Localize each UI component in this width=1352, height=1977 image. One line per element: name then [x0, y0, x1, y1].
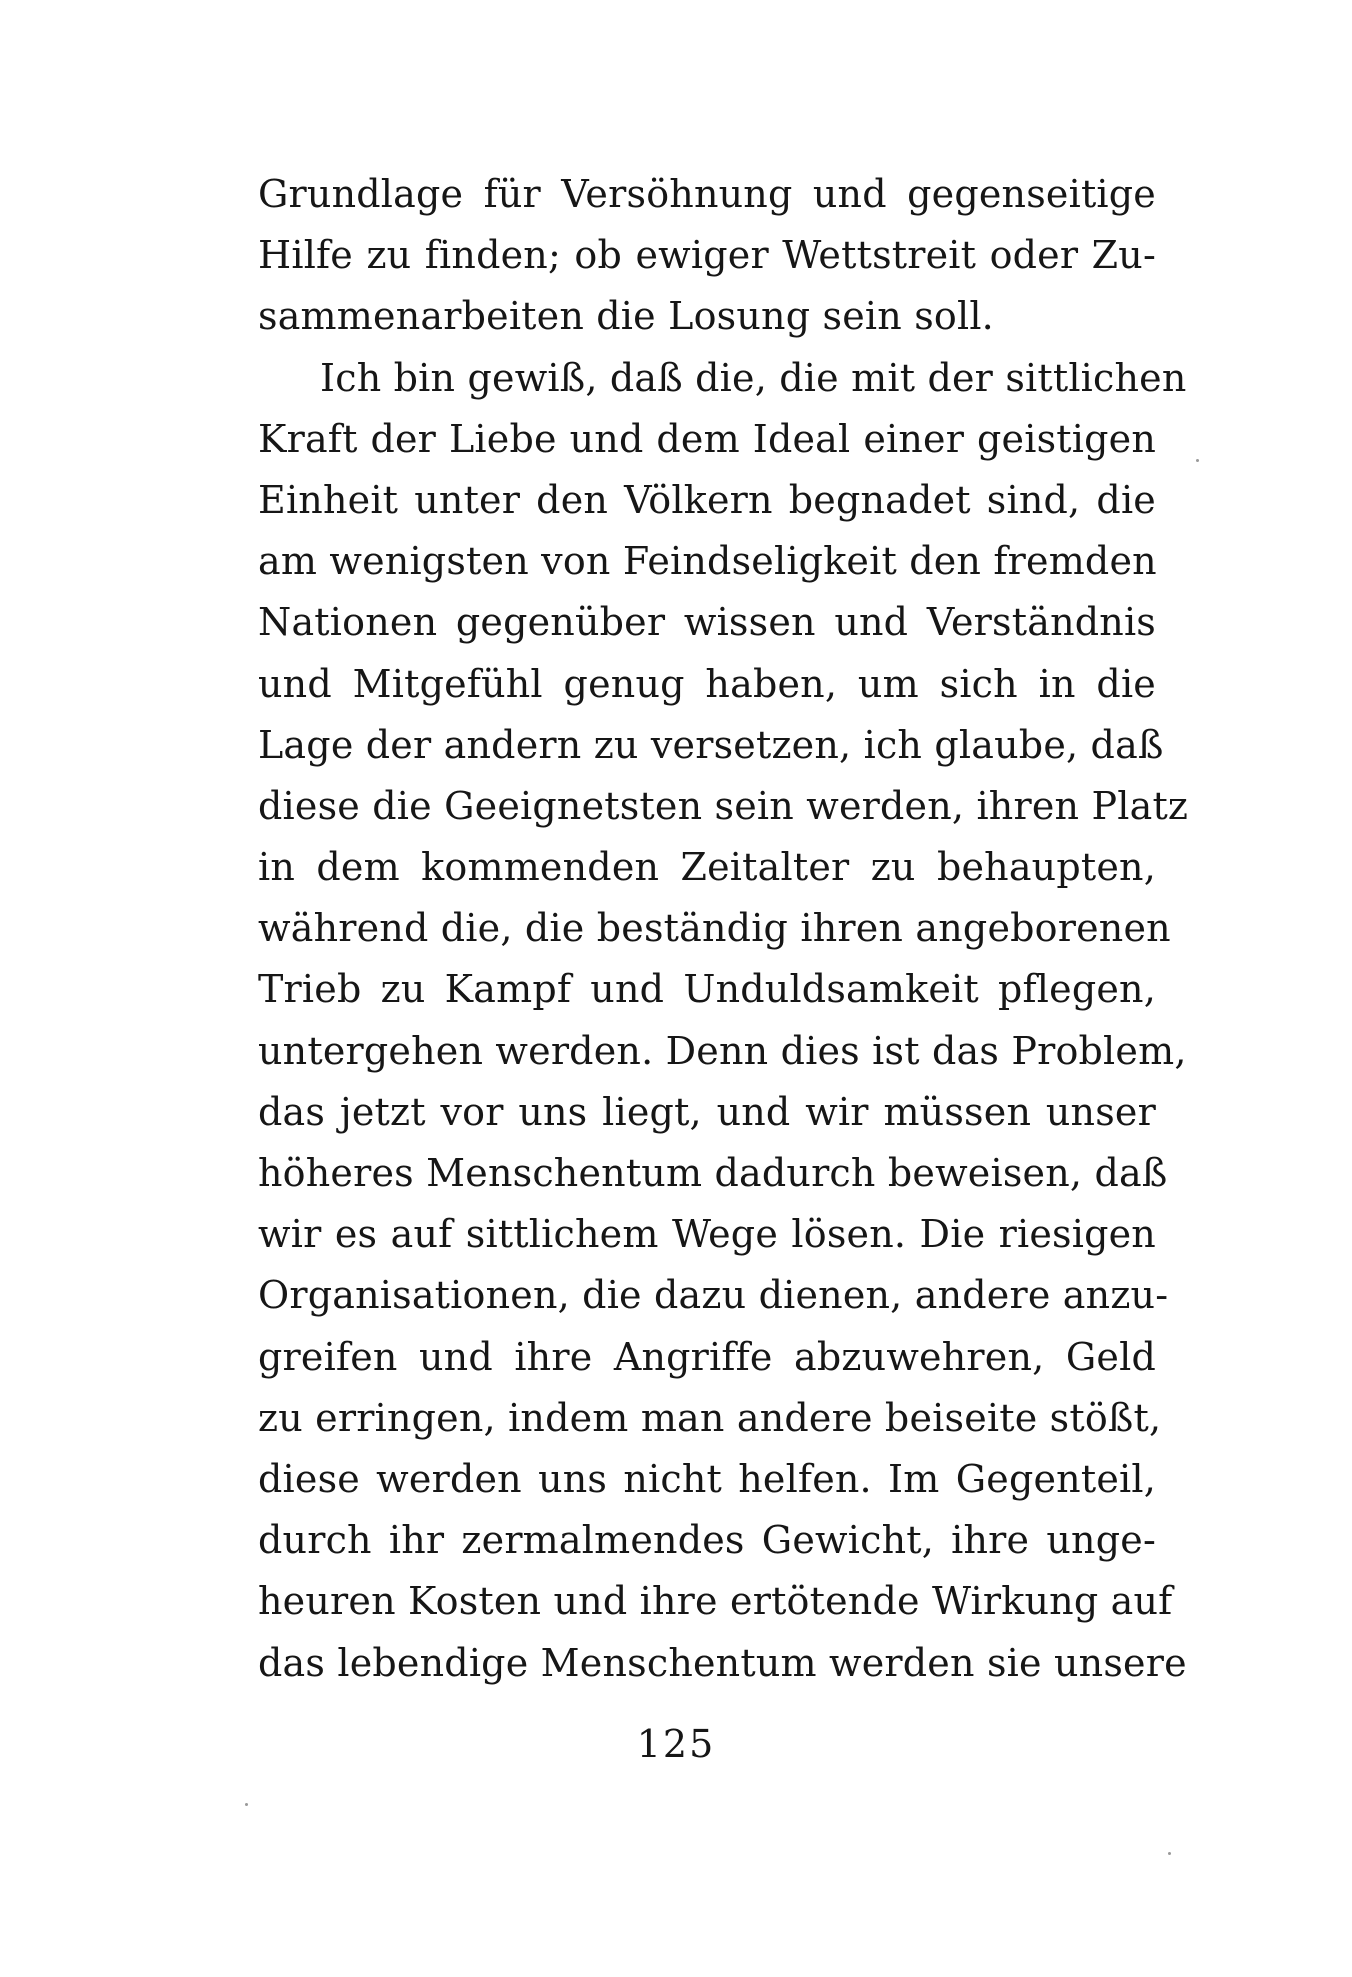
body-text — [258, 164, 1189, 1694]
paragraph — [258, 164, 1156, 348]
text-line: wir es auf sittlichem Wege lösen. Die riesigen — [258, 1212, 1156, 1257]
text-line: das jetzt vor uns liegt, und wir müssen unser — [258, 1089, 1156, 1134]
paper-speck — [1168, 1852, 1171, 1855]
text-line: Kraft der Liebe und dem Ideal einer geistigen — [258, 416, 1156, 461]
text-line: diese werden uns nicht helfen. Im Gegenteil, — [258, 1456, 1156, 1501]
text-line: Organisationen, die dazu dienen, andere anzu- — [258, 1273, 1169, 1318]
text-line: durch ihr zermalmendes Gewicht, ihre unge- — [258, 1518, 1156, 1563]
text-line: das lebendige Menschentum werden sie unsere — [258, 1640, 1187, 1685]
text-line: greifen und ihre Angriffe abzuwehren, Geld — [258, 1334, 1156, 1379]
paper-speck — [245, 1803, 248, 1806]
text-line: Grundlage für Versöhnung und gegenseitige — [258, 172, 1156, 216]
text-line: sammenarbeiten die Losung sein soll. — [258, 294, 994, 339]
text-line: zu erringen, indem man andere beiseite stößt, — [258, 1395, 1162, 1440]
text-line: untergehen werden. Denn dies ist das Problem, — [258, 1028, 1187, 1073]
paragraph — [258, 348, 1189, 1694]
text-line: diese die Geeignetsten sein werden, ihren Platz — [258, 783, 1189, 828]
page-number: 125 — [636, 1722, 716, 1766]
text-line: in dem kommenden Zeitalter zu behaupten, — [258, 845, 1156, 890]
text-line: Einheit unter den Völkern begnadet sind, die — [258, 477, 1156, 522]
text-line: Ich bin gewiß, daß die, die mit der sittlichen — [320, 355, 1187, 400]
paper-speck — [1196, 459, 1199, 462]
text-line: am wenigsten von Feindseligkeit den fremden — [258, 539, 1157, 584]
text-line: Hilfe zu finden; ob ewiger Wettstreit oder Zu- — [258, 233, 1156, 278]
text-line: Trieb zu Kampf und Unduldsamkeit pflegen, — [258, 967, 1156, 1012]
text-line: Lage der andern zu versetzen, ich glaube, daß — [258, 722, 1164, 767]
text-line: Nationen gegenüber wissen und Verständnis — [258, 600, 1156, 645]
text-line: heuren Kosten und ihre ertötende Wirkung auf — [258, 1579, 1173, 1624]
text-line: während die, die beständig ihren angeborenen — [258, 906, 1171, 951]
text-line: höheres Menschentum dadurch beweisen, daß — [258, 1151, 1168, 1195]
text-line: und Mitgefühl genug haben, um sich in die — [258, 661, 1156, 706]
